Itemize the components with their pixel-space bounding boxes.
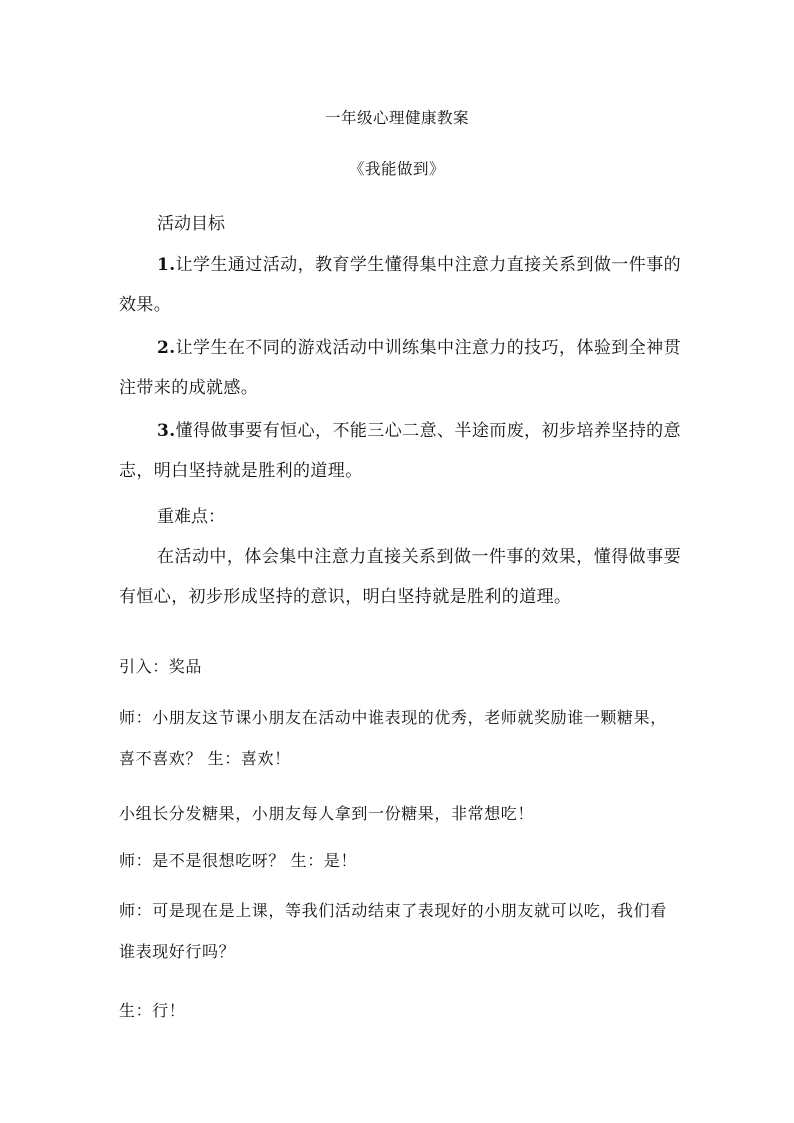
dialogue-line: 师：可是现在是上课，等我们活动结束了表现好的小朋友就可以吃，我们看谁表现好行吗？ [119, 901, 667, 961]
objective-number: 2. [157, 338, 176, 358]
objective-text: 懂得做事要有恒心，不能三心二意、半途而废，初步培养坚持的意志，明白坚持就是胜利的道理。 [119, 421, 681, 481]
intro-heading: 引入：奖品 [119, 657, 203, 676]
objective-text: 让学生在不同的游戏活动中训练集中注意力的技巧，体验到全神贯注带来的成就感。 [119, 338, 681, 398]
dialogue-line: 师：是不是很想吃呀？ 生：是！ [119, 851, 358, 870]
lesson-title: 《我能做到》 [348, 160, 445, 178]
objective-number: 3. [157, 421, 176, 441]
key-points-heading: 重难点： [157, 507, 225, 527]
objective-number: 1. [157, 255, 176, 275]
objective-item [119, 411, 681, 491]
document-title: 一年级心理健康教案 [324, 109, 469, 127]
dialogue-line: 师：小朋友这节课小朋友在活动中谁表现的优秀，老师就奖励谁一颗糖果，喜不喜欢？ 生：喜欢！ [119, 708, 667, 768]
objective-item [119, 245, 681, 325]
dialogue-line: 生：行！ [119, 1001, 186, 1020]
objective-text: 让学生通过活动，教育学生懂得集中注意力直接关系到做一件事的效果。 [119, 255, 681, 315]
objective-item [119, 328, 681, 408]
objectives-heading: 活动目标 [157, 214, 225, 234]
dialogue-line: 小组长分发糖果，小朋友每人拿到一份糖果，非常想吃！ [119, 804, 535, 823]
key-points-text: 在活动中，体会集中注意力直接关系到做一件事的效果，懂得做事要有恒心，初步形成坚持的意识，明白坚持就是胜利的道理。 [119, 547, 681, 607]
